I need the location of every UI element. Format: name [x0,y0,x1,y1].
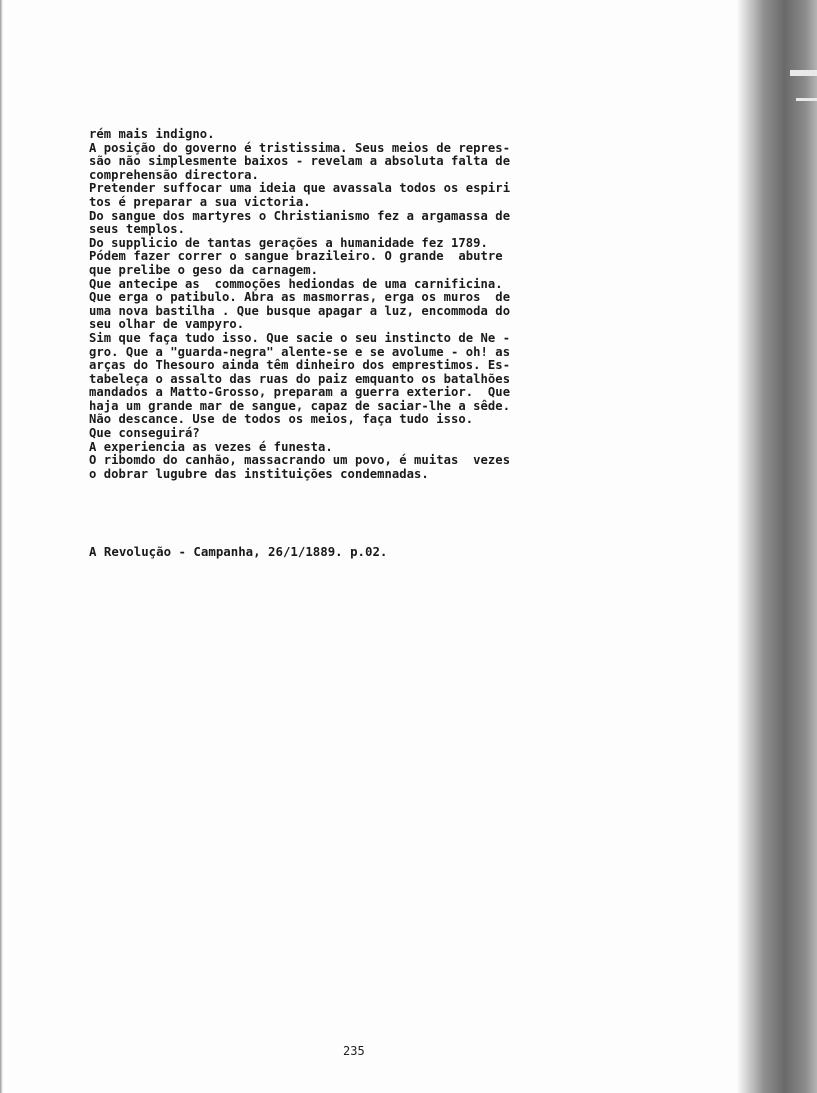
text-line: Que erga o patibulo. Abra as masmorras, erga os muros de [89,290,511,305]
text-line: tabeleça o assalto das ruas do paiz emquanto os batalhões [89,371,511,386]
text-line: comprehensão directora. [89,167,259,182]
body-text [89,128,599,481]
text-line: Não descance. Use de todos os meios, faça tudo isso. [89,412,474,427]
text-line: seus templos. [89,222,186,237]
text-line: Que conseguirá? [89,426,200,441]
gutter-scan-mark [796,98,817,101]
text-line: são não simplesmente baixos - revelam a absoluta falta de [89,154,511,169]
text-line: uma nova bastilha . Que busque apagar a luz, encommoda do [89,303,511,318]
text-line: o dobrar lugubre das instituições condemnadas. [89,466,429,481]
text-line: tos é preparar a sua victoria. [89,194,311,209]
text-line: mandados a Matto-Grosso, preparam a guerra exterior. Que [89,385,511,400]
text-line: A experiencia as vezes é funesta. [89,439,333,454]
text-line: gro. Que a "guarda-negra" alente-se e se avolume - oh! as [89,344,511,359]
text-line: arças do Thesouro ainda têm dinheiro dos emprestimos. Es- [89,358,511,373]
text-line: Pódem fazer correr o sangue brazileiro. O grande abutre [89,249,503,264]
binding-gutter-shadow [736,0,817,1093]
text-line: Sim que faça tudo isso. Que sacie o seu instincto de Ne - [89,330,511,345]
text-line: O ribomdo do canhão, massacrando um povo, é muitas vezes [89,453,511,468]
text-line: que prelibe o geso da carnagem. [89,262,319,277]
page-number: 235 [343,1044,365,1058]
page-left-edge [0,0,3,1093]
text-line: Do sangue dos martyres o Christianismo fez a argamassa de [89,208,511,223]
text-line: haja um grande mar de sangue, capaz de saciar-lhe a sêde. [89,398,511,413]
text-line: A posição do governo é tristissima. Seus meios de repres- [89,140,511,155]
text-line: rém mais indigno. [89,127,215,141]
text-line: Que antecipe as commoções hediondas de uma carnificina. [89,276,503,291]
text-line: seu olhar de vampyro. [89,317,245,332]
gutter-scan-mark [790,70,817,76]
text-line: Do supplicio de tantas gerações a humanidade fez 1789. [89,235,488,250]
source-citation: A Revolução - Campanha, 26/1/1889. p.02. [89,544,388,559]
text-line: Pretender suffocar uma ideia que avassala todos os espiri [89,181,511,196]
